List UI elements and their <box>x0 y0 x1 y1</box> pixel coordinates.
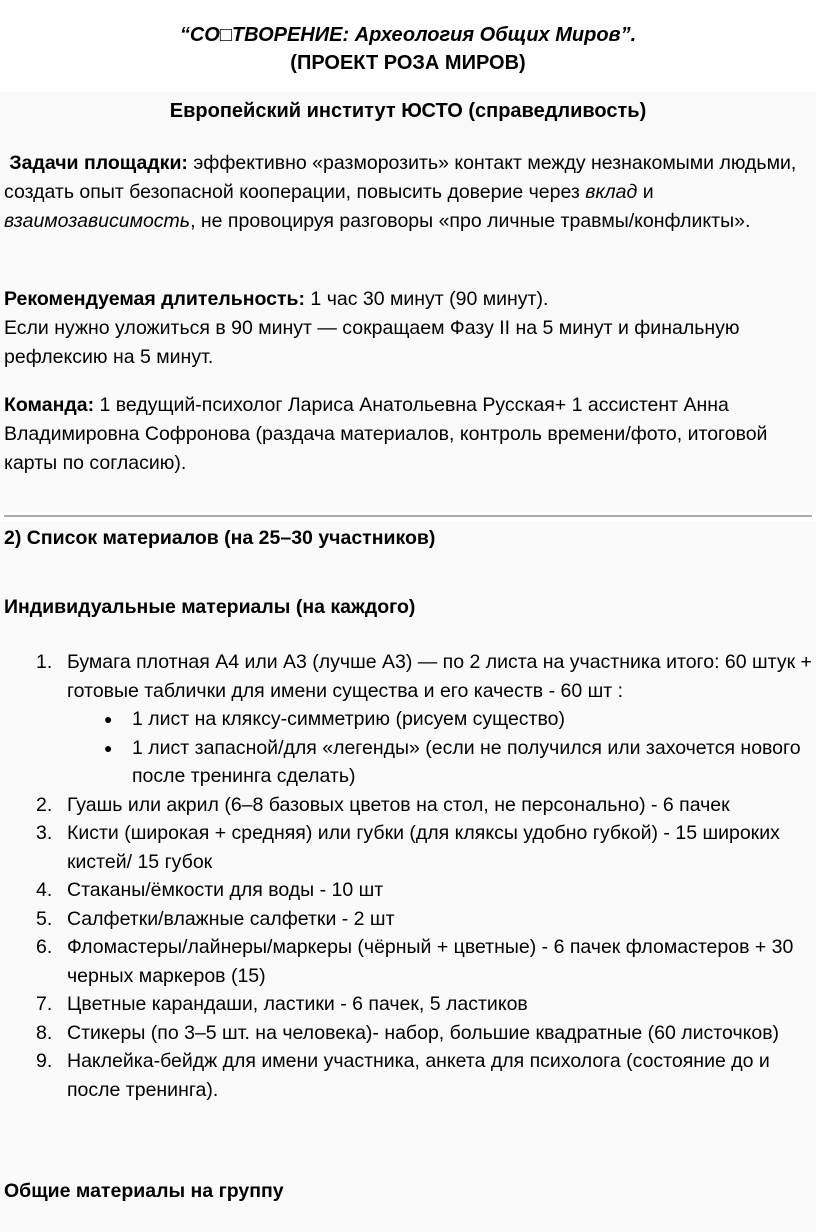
tasks-text: , не провоцируя разговоры «про личные травмы/конфликты». <box>190 210 751 232</box>
item-number: 6. <box>36 936 53 958</box>
team-paragraph <box>4 391 804 478</box>
tasks-label: Задачи площадки: <box>9 152 188 174</box>
list-item <box>0 1047 816 1104</box>
item-number: 7. <box>36 993 53 1015</box>
item-text: Гуашь или акрил (6–8 базовых цветов на стол, не персонально) - 6 пачек <box>67 793 730 816</box>
item-number: 1. <box>36 651 53 673</box>
sub-item-text: 1 лист на кляксу-симметрию (рисуем существо) <box>132 708 565 730</box>
list-item <box>0 876 816 905</box>
tasks-paragraph <box>4 149 804 236</box>
individual-heading: Индивидуальные материалы (на каждого) <box>4 596 416 618</box>
list-item <box>0 819 816 876</box>
sub-list <box>67 705 816 791</box>
tasks-em: вклад <box>585 181 638 203</box>
duration-label: Рекомендуемая длительность: <box>4 288 306 310</box>
section-heading: 2) Список материалов (на 25–30 участников) <box>4 527 436 549</box>
sub-item-text: 1 лист запасной/для «легенды» (если не получился или захочется нового после тренинга сделать) <box>132 736 801 787</box>
list-item <box>0 791 816 820</box>
item-text: Стикеры (по 3–5 шт. на человека)- набор, большие квадратные (60 листочков) <box>67 1021 780 1044</box>
list-item <box>0 933 816 990</box>
tasks-text: и <box>637 181 654 203</box>
item-number: 5. <box>36 907 53 930</box>
item-text: Салфетки/влажные салфетки - 2 шт <box>67 907 395 930</box>
sub-list-item <box>0 734 816 791</box>
divider <box>4 515 812 517</box>
list-item <box>0 648 816 791</box>
item-text: Цветные карандаши, ластики - 6 пачек, 5 ластиков <box>67 993 528 1015</box>
bullet-icon: ● <box>104 739 113 756</box>
item-number: 9. <box>36 1050 53 1072</box>
item-text: Наклейка-бейдж для имени участника, анкета для психолога (состояние до и после тренинга). <box>67 1050 770 1101</box>
item-text: Кисти (широкая + средняя) или губки (для кляксы удобно губкой) - 15 широких кистей/ 15 губок <box>67 822 780 873</box>
list-item <box>0 1019 816 1048</box>
materials-list <box>0 648 816 1104</box>
item-number: 3. <box>36 822 53 844</box>
institute-heading: Европейский институт ЮСТО (справедливость) <box>169 100 647 122</box>
duration-text: 1 час 30 минут (90 минут). <box>305 288 549 310</box>
duration-note: Если нужно уложиться в 90 минут — сокращаем Фазу II на 5 минут и финальную рефлексию на 5 минут. <box>4 317 740 368</box>
item-number: 2. <box>36 793 53 816</box>
doc-title: “СО□ТВОРЕНИЕ: Археология Общих Миров”. <box>179 24 637 46</box>
tasks-em: взаимозависимость <box>4 210 191 232</box>
tasks-text: эффективно «разморозить» контакт между незнакомыми людьми, создать опыт безопасной кооперации, повысить доверие через <box>4 152 797 203</box>
doc-subtitle: (ПРОЕКТ РОЗА МИРОВ) <box>290 52 526 74</box>
item-text: Стаканы/ёмкости для воды - 10 шт <box>67 879 384 901</box>
item-number: 4. <box>36 879 53 901</box>
item-text: Бумага плотная А4 или А3 (лучше А3) — по 2 листа на участника итого: 60 штук + готовые таблички для имени существа и его качеств - 60 шт : <box>67 651 812 702</box>
bullet-icon: ● <box>104 711 113 727</box>
sub-list-item <box>0 705 816 734</box>
list-item <box>0 990 816 1019</box>
list-item <box>0 905 816 934</box>
item-text: Фломастеры/лайнеры/маркеры (чёрный + цветные) - 6 пачек фломастеров + 30 черных маркеров (15) <box>67 936 794 987</box>
duration-paragraph <box>4 285 804 372</box>
team-label: Команда: <box>4 394 95 416</box>
group-heading: Общие материалы на группу <box>4 1180 284 1202</box>
team-text: 1 ведущий-психолог Лариса Анатольевна Русская+ 1 ассистент Анна Владимировна Софронова (раздача материалов, контроль времени/фото, итоговой карты по согласию). <box>4 394 768 474</box>
item-number: 8. <box>36 1021 53 1044</box>
